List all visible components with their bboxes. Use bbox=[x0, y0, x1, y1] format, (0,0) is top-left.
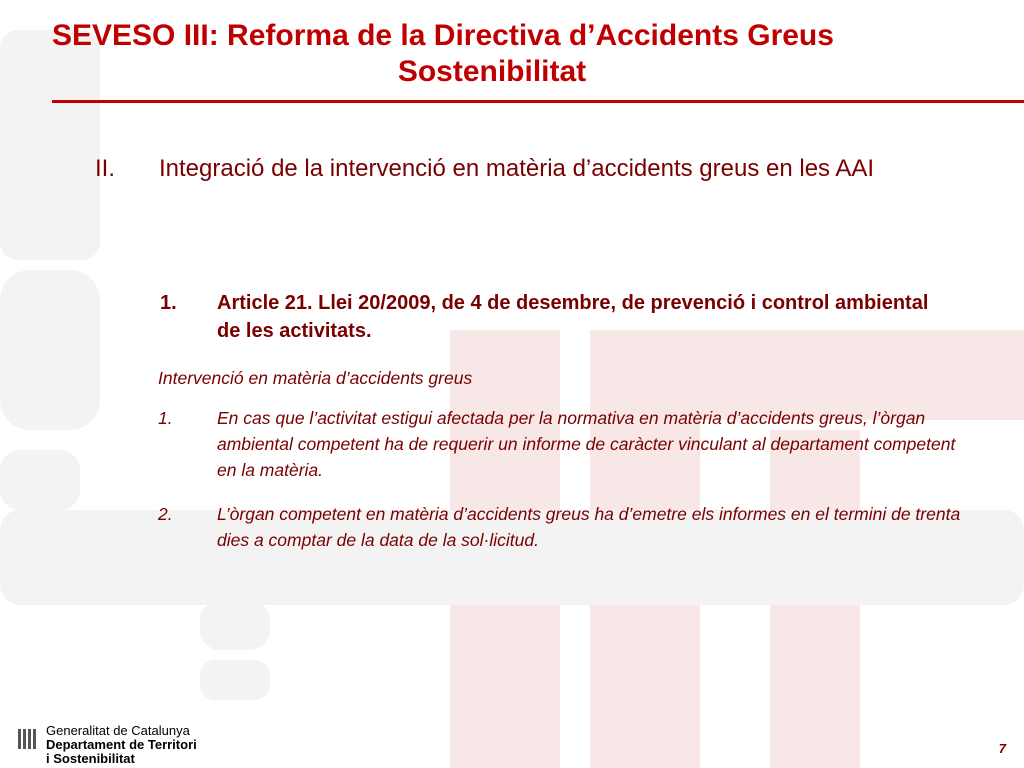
footer-line-1: Generalitat de Catalunya bbox=[46, 723, 190, 738]
article-heading bbox=[160, 289, 940, 345]
footer-line-3: i Sostenibilitat bbox=[46, 751, 135, 766]
title-divider bbox=[52, 100, 1024, 103]
article-number: 1. bbox=[160, 292, 177, 314]
subheading: Intervenció en matèria d’accidents greus bbox=[158, 368, 473, 388]
article-text: Article 21. Llei 20/2009, de 4 de desembre, de prevenció i control ambiental de les activitats. bbox=[217, 292, 929, 342]
list-item-number: 1. bbox=[158, 408, 173, 428]
section-number: II. bbox=[95, 155, 116, 182]
slide-title bbox=[52, 18, 1022, 90]
footer-department bbox=[46, 724, 197, 766]
footer-line-2: Departament de Territori bbox=[46, 737, 197, 752]
list-item-text: L’òrgan competent en matèria d’accidents greus ha d’emetre els informes en el termini de trenta dies a comptar de la data de la sol·licitud. bbox=[217, 504, 961, 550]
list-item bbox=[158, 405, 968, 483]
section-text: Integració de la intervenció en matèria d’accidents greus en les AAI bbox=[159, 155, 875, 182]
section-heading bbox=[95, 153, 975, 184]
title-line-1: SEVESO III: Reforma de la Directiva d’Accidents Greus bbox=[52, 19, 834, 52]
generalitat-bars-icon bbox=[16, 727, 40, 751]
list-item-number: 2. bbox=[158, 504, 173, 524]
list-item-text: En cas que l’activitat estigui afectada per la normativa en matèria d’accidents greus, l’òrgan ambiental competent ha de requerir un informe de caràcter vinculant al departament competent en la matèria. bbox=[217, 408, 956, 480]
title-line-2: Sostenibilitat bbox=[397, 55, 587, 88]
page-number: 7 bbox=[998, 741, 1006, 756]
list-item bbox=[158, 501, 968, 553]
